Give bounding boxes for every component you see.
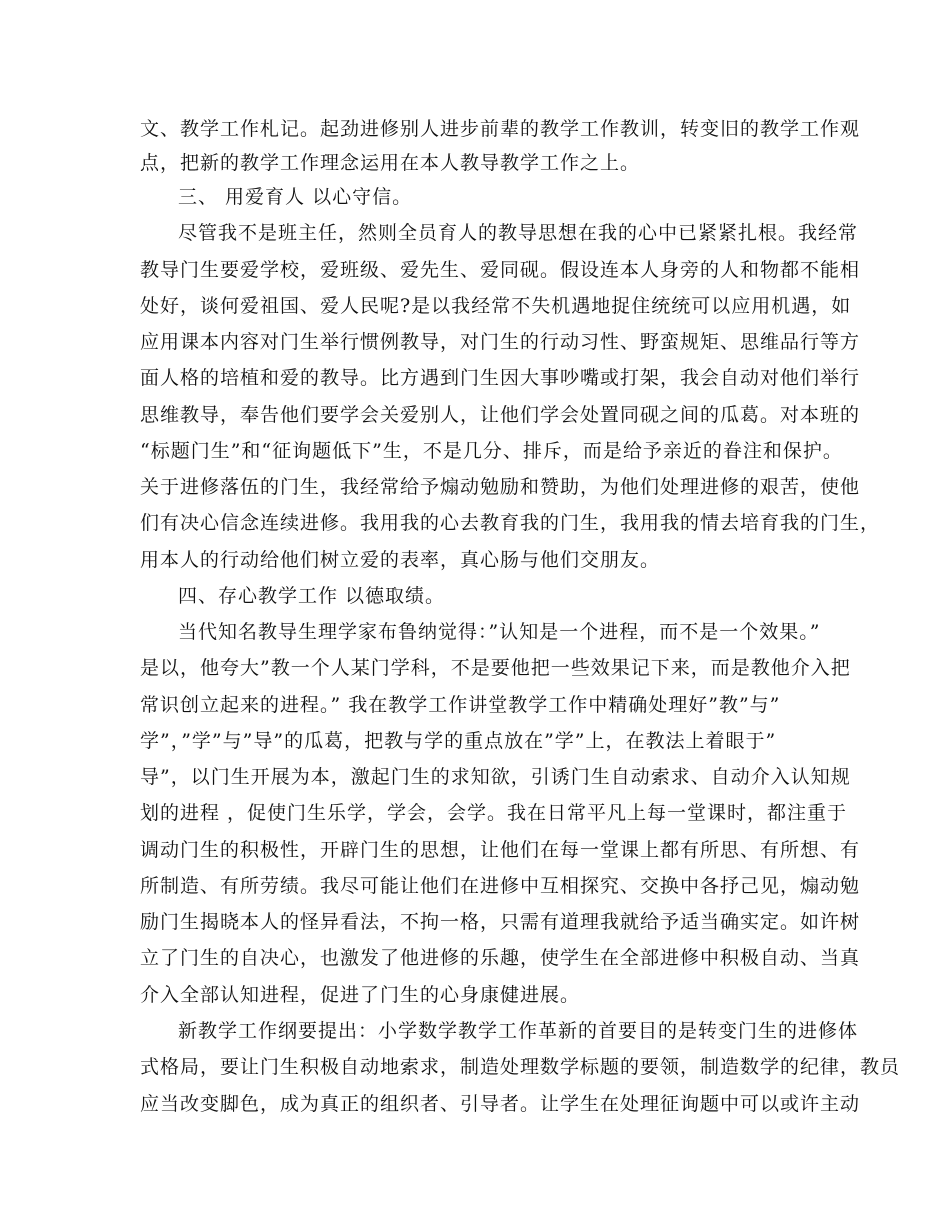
text-line: 式格局，要让门生积极自动地索求，制造处理数学标题的要领，制造数学的纪律，教员 [140,1056,901,1078]
text-line: 应用课本内容对门生举行惯例教导，对门生的行动习性、野蛮规矩、思维品行等方 [140,331,861,353]
text-line: 常识创立起来的进程。” 我在教学工作讲堂教学工作中精确处理好”教”与” [140,694,781,716]
text-line: 们有决心信念连续进修。我用我的心去教育我的门生，我用我的情去培育我的门生， [140,512,881,534]
text-line: 导”，以门生开展为本，激起门生的求知欲，引诱门生自动索求、自动介入认知规 [140,766,851,788]
section-heading-3: 三、 用爱育人 以心守信。 [178,186,413,208]
text-line: 处好，谈何爱祖国、爱人民呢?是以我经常不失机遇地捉住统统可以应用机遇，如 [140,295,852,317]
text-line: 调动门生的积极性，开辟门生的思想，让他们在每一堂课上都有所思、有所想、有 [140,839,861,861]
text-line: “标题门生”和“征询题低下”生，不是几分、排斥，而是给予亲近的眷注和保护。 [140,440,843,462]
paragraph-start: 尽管我不是班主任，然则全员育人的教导思想在我的心中已紧紧扎根。我经常 [178,222,859,244]
text-line-continuation: 文、教学工作札记。起劲进修别人进步前辈的教学工作教训，转变旧的教学工作观 [140,118,861,140]
text-line: 所制造、有所劳绩。我尽可能让他们在进修中互相探究、交换中各抒己见，煽动勉 [140,875,861,897]
text-line: 是以，他夸大”教一个人某门学科，不是要他把一些效果记下来，而是教他介入把 [140,657,851,679]
text-line: 划的进程 ，促使门生乐学，学会，会学。我在日常平凡上每一堂课时，都注重于 [140,802,848,824]
text-line: 学”，”学”与”导”的瓜葛，把教与学的重点放在”学”上，在教法上着眼于” [140,730,777,752]
text-line: 面人格的培植和爱的教导。比方遇到门生因大事吵嘴或打架，我会自动对他们举行 [140,367,861,389]
paragraph-start: 当代知名教导生理学家布鲁纳觉得：”认知是一个进程，而不是一个效果。” [178,621,821,643]
text-line: 关于进修落伍的门生，我经常给予煽动勉励和赞助，为他们处理进修的艰苦，使他 [140,476,861,498]
text-line: 用本人的行动给他们树立爱的表率，真心肠与他们交朋友。 [140,549,661,571]
text-line: 励门生揭晓本人的怪异看法，不拘一格，只需有道理我就给予适当确实定。如许树 [140,911,861,933]
text-line: 思维教导，奉告他们要学会关爱别人，让他们学会处置同砚之间的瓜葛。对本班的 [140,404,861,426]
text-line: 立了门生的自决心，也激发了他进修的乐趣，使学生在全部进修中积极自动、当真 [140,947,861,969]
text-line: 介入全部认知进程，促进了门生的心身康健进展。 [140,984,581,1006]
text-line: 教导门生要爱学校，爱班级、爱先生、爱同砚。假设连本人身旁的人和物都不能相 [140,259,861,281]
section-heading-4: 四、存心教学工作 以德取绩。 [178,585,446,607]
text-line-continuation: 点，把新的教学工作理念运用在本人教导教学工作之上。 [140,152,641,174]
text-line: 应当改变脚色，成为真正的组织者、引导者。让学生在处理征询题中可以或许主动 [140,1093,861,1115]
paragraph-start: 新教学工作纲要提出：小学数学教学工作革新的首要目的是转变门生的进修体 [178,1020,859,1042]
